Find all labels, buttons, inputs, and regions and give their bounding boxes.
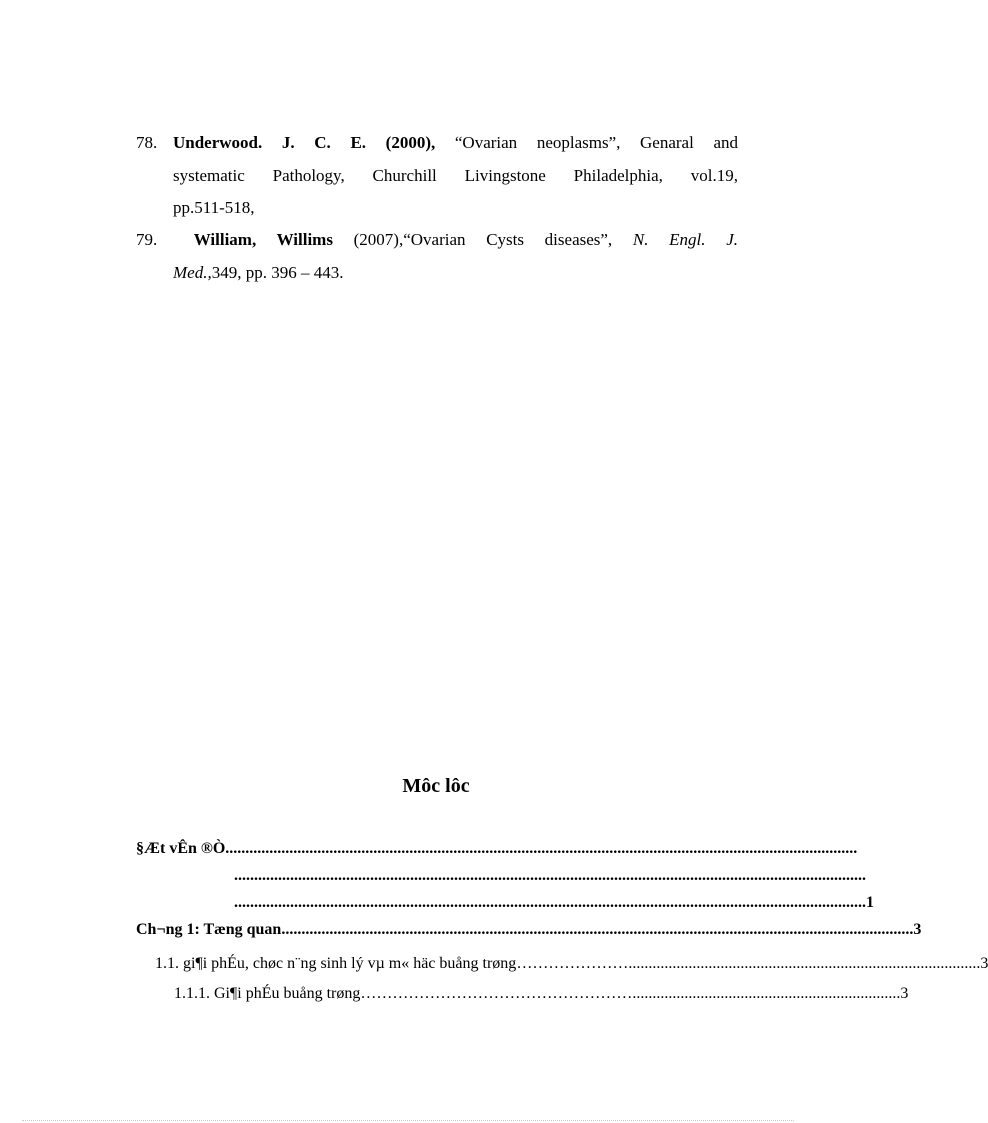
toc-leader: ……………………………………………................................................................... [360, 985, 901, 1002]
reference-author: William, Willims [193, 230, 333, 249]
reference-line [173, 257, 738, 290]
toc-entry-label: §Æt vÊn ®Ò [136, 840, 226, 857]
toc-entry-intro-page[interactable] [234, 894, 874, 921]
toc-entry-chapter-1[interactable] [136, 921, 922, 948]
toc-page-number: 1 [866, 894, 874, 911]
reference-number: 79. [136, 230, 158, 249]
toc-entry-label: 1.1. gi¶i phÉu, chøc n¨ng sinh lý vµ m« häc buång trøng [155, 955, 517, 972]
toc-page-number: 3 [913, 921, 922, 938]
toc-page-number: 3 [900, 985, 909, 1002]
toc-entry-label: 1.1.1. Gi¶i phÉu buång trøng [174, 985, 361, 1002]
reference-title: “Ovarian neoplasms”, Genaral and [435, 133, 738, 152]
reference-journal: N. Engl. J. [632, 230, 739, 249]
reference-number: 78. [136, 133, 158, 152]
reference-line [173, 127, 738, 160]
reference-79 [136, 224, 738, 289]
toc-entry-label: Ch¬ng 1: Tæng quan [136, 921, 282, 938]
toc-leader: …………………........................................................................................ [516, 955, 981, 972]
page-bottom-border [22, 1120, 794, 1121]
toc-entry-1-1[interactable] [155, 955, 988, 982]
toc-leader: .............................................................................................................................................................. [225, 840, 858, 857]
reference-78 [136, 127, 738, 225]
reference-title: (2007),“Ovarian Cysts diseases”, [332, 230, 633, 249]
toc-title: Môc lôc [402, 775, 470, 797]
reference-pages: 349, pp. 396 – 443. [211, 262, 344, 282]
toc-leader: .............................................................................................................................................................. [234, 894, 866, 911]
reference-line: pp.511-518, [173, 198, 255, 217]
toc-leader: .............................................................................................................................................................. [234, 867, 866, 884]
reference-line: systematic Pathology, Churchill Livingstone Philadelphia, vol.19, [173, 165, 738, 185]
reference-line [173, 224, 738, 257]
toc-page-number: 3 [980, 955, 988, 972]
toc-entry-intro[interactable] [136, 840, 858, 867]
reference-author: Underwood. J. C. E. (2000), [173, 133, 436, 152]
toc-entry-intro-cont[interactable] [234, 867, 866, 894]
toc-leader: .............................................................................................................................................................. [281, 921, 914, 938]
reference-journal: Med., [173, 262, 212, 282]
toc-entry-1-1-1[interactable] [174, 985, 909, 1012]
